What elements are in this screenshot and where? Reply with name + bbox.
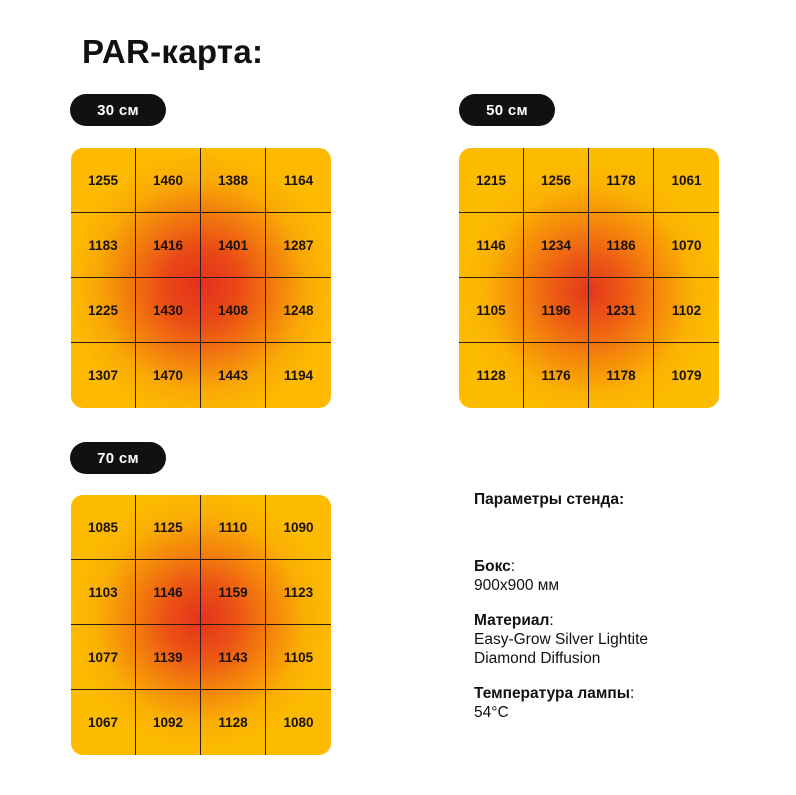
par-grid-50 (459, 148, 719, 408)
par-cell: 1231 (589, 278, 654, 343)
par-cell: 1248 (266, 278, 331, 343)
par-cell: 1287 (266, 213, 331, 278)
par-cell: 1105 (459, 278, 524, 343)
box-param (474, 557, 774, 595)
par-cell: 1061 (654, 148, 719, 213)
par-cell: 1186 (589, 213, 654, 278)
par-cell: 1194 (283, 368, 314, 383)
material-value-line2: Diamond Diffusion (474, 650, 601, 667)
colon: : (549, 612, 554, 629)
par-cell: 1128 (459, 343, 524, 408)
par-cell: 1079 (671, 368, 702, 383)
colon: : (629, 685, 635, 702)
par-cell: 1255 (71, 148, 136, 213)
par-grid-30 (71, 148, 331, 408)
box-value: 900х900 мм (474, 577, 560, 594)
par-cell: 1146 (459, 213, 524, 278)
par-cell: 1105 (266, 625, 331, 690)
par-cell: 1460 (136, 148, 201, 213)
par-cell: 1164 (266, 148, 331, 213)
temperature-param (474, 684, 774, 722)
par-cell: 1443 (201, 343, 266, 408)
par-cell: 1070 (654, 213, 719, 278)
par-cell: 1139 (136, 625, 201, 690)
par-cell: 1110 (201, 495, 266, 560)
par-cell: 1196 (524, 278, 589, 343)
par-cell: 1128 (201, 690, 266, 755)
temperature-label: Температура лампы (474, 685, 630, 702)
page-title: PAR-карта: (82, 33, 264, 70)
par-cell: 1388 (201, 148, 266, 213)
par-cell: 1080 (283, 715, 314, 730)
material-param (474, 611, 774, 668)
par-cell: 1178 (589, 343, 654, 408)
par-cell: 1090 (266, 495, 331, 560)
par-cell: 1067 (71, 690, 136, 755)
par-cell: 1215 (459, 148, 524, 213)
stand-parameters (474, 490, 774, 722)
par-cell: 1123 (266, 560, 331, 625)
height-badge-70: 70 см (70, 442, 166, 474)
par-cell: 1159 (201, 560, 266, 625)
par-cell: 1103 (71, 560, 136, 625)
par-cell: 1225 (71, 278, 136, 343)
parameters-title: Параметры стенда: (474, 491, 625, 508)
par-cell: 1092 (136, 690, 201, 755)
par-cell: 1176 (524, 343, 589, 408)
height-badge-30: 30 см (70, 94, 166, 126)
par-cell: 1178 (589, 148, 654, 213)
box-label: Бокс (474, 558, 511, 575)
par-cell: 1146 (136, 560, 201, 625)
par-cell: 1430 (136, 278, 201, 343)
material-label: Материал (474, 612, 550, 629)
par-cell: 1256 (524, 148, 589, 213)
par-cell: 1408 (201, 278, 266, 343)
par-cell: 1183 (71, 213, 136, 278)
material-value-line1: Easy-Grow Silver Lightite (474, 631, 649, 648)
par-cell: 1102 (654, 278, 719, 343)
par-cell: 1143 (201, 625, 266, 690)
par-cell: 1077 (71, 625, 136, 690)
par-cell: 1125 (136, 495, 201, 560)
par-cell: 1416 (136, 213, 201, 278)
par-cell: 1085 (71, 495, 136, 560)
colon: : (510, 558, 516, 575)
par-cell: 1470 (136, 343, 201, 408)
height-badge-50: 50 см (459, 94, 555, 126)
temperature-value: 54°C (474, 704, 509, 721)
par-cell: 1307 (71, 343, 136, 408)
par-cell: 1401 (201, 213, 266, 278)
par-grid-70 (71, 495, 331, 755)
par-cell: 1234 (524, 213, 589, 278)
